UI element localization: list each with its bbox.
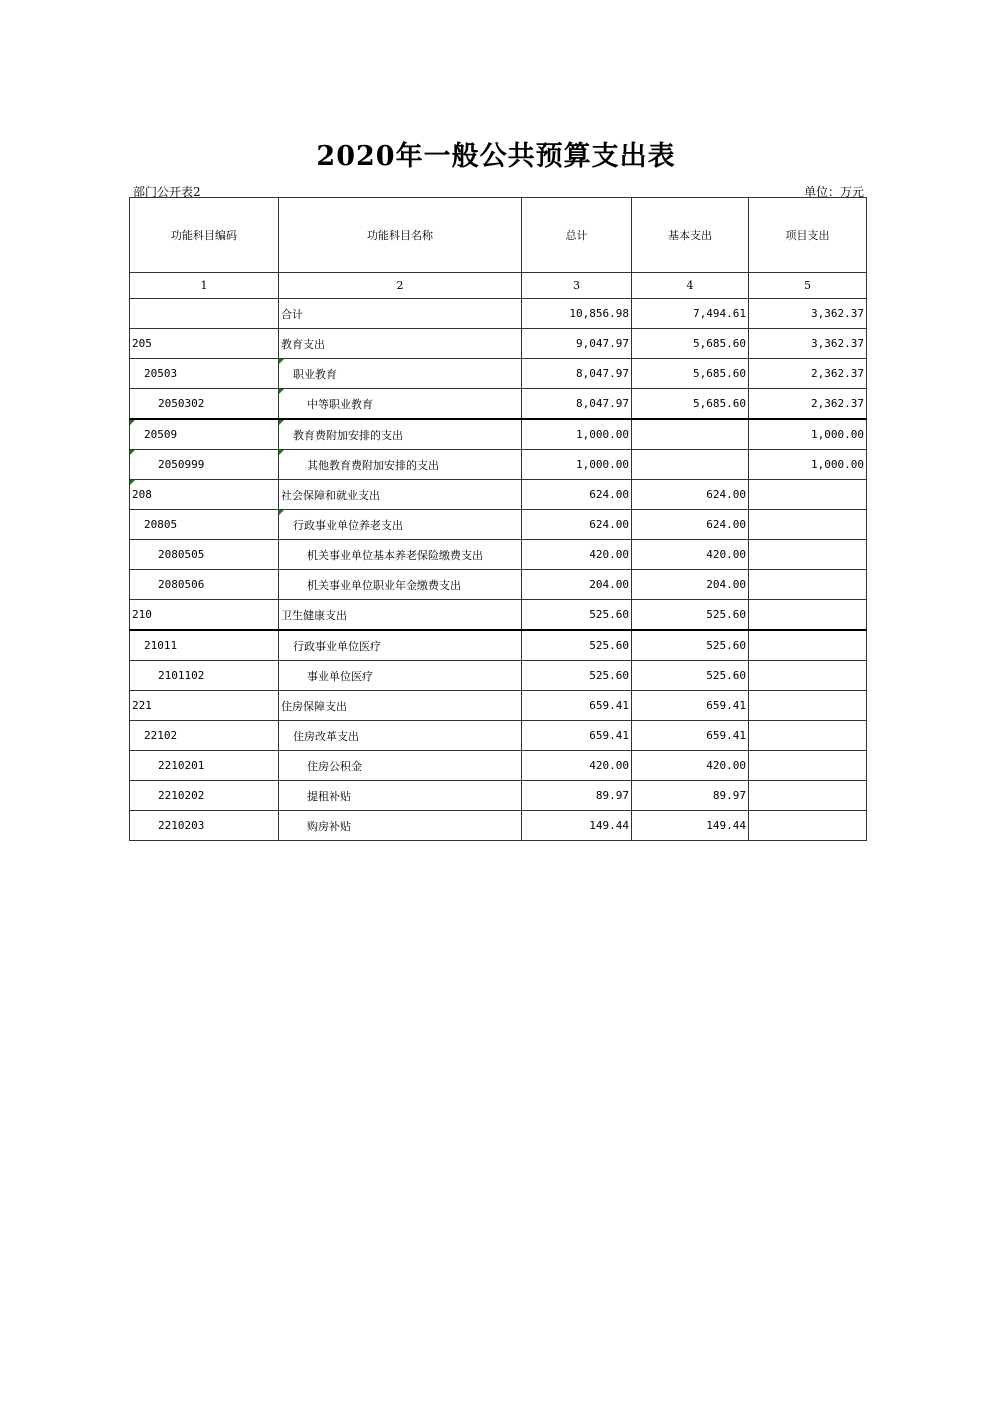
column-index: 4 (632, 273, 749, 299)
row-project (749, 570, 867, 600)
row-project (749, 721, 867, 751)
unit-label: 单位：万元 (803, 185, 864, 199)
header-total: 总计 (522, 198, 632, 273)
row-project (749, 691, 867, 721)
row-name: 其他教育费附加安排的支出 (279, 450, 522, 480)
row-project (749, 540, 867, 570)
row-project: 2,362.37 (749, 389, 867, 420)
row-basic: 659.41 (632, 721, 749, 751)
row-project: 1,000.00 (749, 450, 867, 480)
row-project: 1,000.00 (749, 419, 867, 450)
row-total: 10,856.98 (522, 299, 632, 329)
row-total: 420.00 (522, 751, 632, 781)
row-project: 3,362.37 (749, 299, 867, 329)
row-name: 行政事业单位养老支出 (279, 510, 522, 540)
row-basic: 7,494.61 (632, 299, 749, 329)
table-row (130, 299, 867, 329)
row-code: 21011 (130, 630, 279, 661)
row-name: 住房改革支出 (279, 721, 522, 751)
row-code: 2101102 (130, 661, 279, 691)
column-index: 3 (522, 273, 632, 299)
row-project (749, 661, 867, 691)
row-code: 2080505 (130, 540, 279, 570)
row-name: 卫生健康支出 (279, 600, 522, 631)
row-name: 职业教育 (279, 359, 522, 389)
table-row (130, 600, 867, 631)
row-total: 9,047.97 (522, 329, 632, 359)
row-name: 中等职业教育 (279, 389, 522, 420)
row-total: 8,047.97 (522, 389, 632, 420)
row-name: 行政事业单位医疗 (279, 630, 522, 661)
table-row (130, 751, 867, 781)
row-basic: 204.00 (632, 570, 749, 600)
row-code: 208 (130, 480, 279, 510)
row-basic: 624.00 (632, 480, 749, 510)
column-index: 2 (279, 273, 522, 299)
table-row (130, 630, 867, 661)
table-row (130, 691, 867, 721)
table-row (130, 450, 867, 480)
row-basic: 5,685.60 (632, 389, 749, 420)
row-basic: 659.41 (632, 691, 749, 721)
row-code: 221 (130, 691, 279, 721)
row-name: 购房补贴 (279, 811, 522, 841)
column-index-row (130, 273, 867, 299)
row-project (749, 751, 867, 781)
row-basic: 624.00 (632, 510, 749, 540)
row-basic: 525.60 (632, 661, 749, 691)
row-total: 659.41 (522, 721, 632, 751)
header-code: 功能科目编码 (130, 198, 279, 273)
column-index: 5 (749, 273, 867, 299)
table-row (130, 419, 867, 450)
row-code: 20509 (130, 419, 279, 450)
header-basic: 基本支出 (632, 198, 749, 273)
column-index: 1 (130, 273, 279, 299)
row-basic: 525.60 (632, 600, 749, 631)
row-project: 3,362.37 (749, 329, 867, 359)
row-code: 2210201 (130, 751, 279, 781)
row-code: 20805 (130, 510, 279, 540)
row-name: 提租补贴 (279, 781, 522, 811)
page-title: 2020年一般公共预算支出表 (316, 141, 676, 172)
row-total: 525.60 (522, 661, 632, 691)
header-row (130, 198, 867, 273)
header-name: 功能科目名称 (279, 198, 522, 273)
row-basic: 420.00 (632, 751, 749, 781)
row-total: 624.00 (522, 510, 632, 540)
row-name: 教育费附加安排的支出 (279, 419, 522, 450)
table-row (130, 389, 867, 420)
row-code: 205 (130, 329, 279, 359)
row-name: 合计 (279, 299, 522, 329)
budget-table (129, 197, 867, 841)
row-basic: 5,685.60 (632, 359, 749, 389)
row-basic: 149.44 (632, 811, 749, 841)
row-project (749, 600, 867, 631)
table-row (130, 721, 867, 751)
row-code: 2050999 (130, 450, 279, 480)
row-total: 420.00 (522, 540, 632, 570)
row-code: 210 (130, 600, 279, 631)
row-project (749, 811, 867, 841)
row-project: 2,362.37 (749, 359, 867, 389)
table-row (130, 540, 867, 570)
row-total: 89.97 (522, 781, 632, 811)
row-total: 204.00 (522, 570, 632, 600)
row-basic: 525.60 (632, 630, 749, 661)
row-total: 149.44 (522, 811, 632, 841)
row-code (130, 299, 279, 329)
row-name: 事业单位医疗 (279, 661, 522, 691)
row-project (749, 510, 867, 540)
row-project (749, 480, 867, 510)
row-name: 教育支出 (279, 329, 522, 359)
table-row (130, 781, 867, 811)
row-basic: 420.00 (632, 540, 749, 570)
table-row (130, 570, 867, 600)
row-code: 20503 (130, 359, 279, 389)
row-total: 525.60 (522, 630, 632, 661)
row-total: 525.60 (522, 600, 632, 631)
row-name: 机关事业单位基本养老保险缴费支出 (279, 540, 522, 570)
row-project (749, 781, 867, 811)
table-row (130, 510, 867, 540)
row-total: 659.41 (522, 691, 632, 721)
row-code: 2080506 (130, 570, 279, 600)
row-total: 8,047.97 (522, 359, 632, 389)
row-total: 1,000.00 (522, 419, 632, 450)
row-basic: 89.97 (632, 781, 749, 811)
row-code: 2210203 (130, 811, 279, 841)
row-name: 社会保障和就业支出 (279, 480, 522, 510)
header-project: 项目支出 (749, 198, 867, 273)
row-basic (632, 450, 749, 480)
row-basic (632, 419, 749, 450)
row-name: 住房保障支出 (279, 691, 522, 721)
row-total: 624.00 (522, 480, 632, 510)
row-code: 2050302 (130, 389, 279, 420)
row-total: 1,000.00 (522, 450, 632, 480)
row-project (749, 630, 867, 661)
row-name: 机关事业单位职业年金缴费支出 (279, 570, 522, 600)
form-label: 部门公开表2 (133, 185, 201, 199)
table-row (130, 480, 867, 510)
table-row (130, 359, 867, 389)
table-row (130, 329, 867, 359)
table-row (130, 811, 867, 841)
row-name: 住房公积金 (279, 751, 522, 781)
table-row (130, 661, 867, 691)
row-code: 22102 (130, 721, 279, 751)
row-code: 2210202 (130, 781, 279, 811)
row-basic: 5,685.60 (632, 329, 749, 359)
